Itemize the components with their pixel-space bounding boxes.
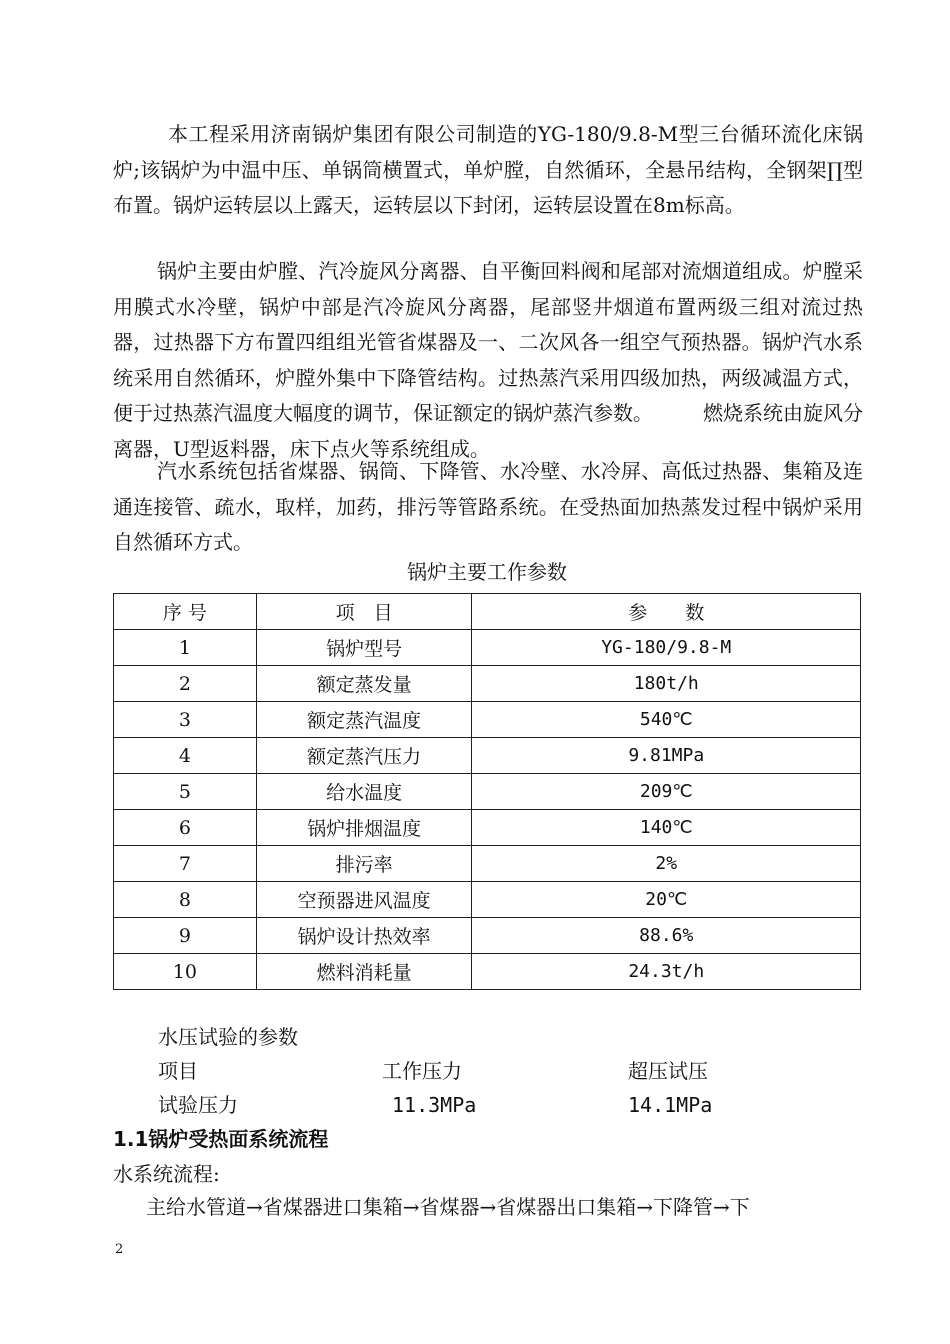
table-row: [114, 738, 861, 774]
table-row: [114, 774, 861, 810]
hydro-overpressure-value: 14.1MPa: [628, 1093, 713, 1117]
table-row: [114, 846, 861, 882]
cell-index: 9: [114, 918, 257, 954]
cell-index: 5: [114, 774, 257, 810]
hydro-test-title: 水压试验的参数: [158, 1025, 298, 1049]
cell-index: 1: [114, 630, 257, 666]
header-item: 项 目: [256, 594, 472, 630]
cell-value: 540℃: [472, 702, 861, 738]
hydro-working-pressure-value: 11.3MPa: [392, 1093, 477, 1117]
cell-index: 4: [114, 738, 257, 774]
cell-item: 空预器进风温度: [256, 882, 472, 918]
cell-item: 锅炉设计热效率: [256, 918, 472, 954]
cell-index: 8: [114, 882, 257, 918]
table-row: [114, 702, 861, 738]
cell-value: 2%: [472, 846, 861, 882]
cell-index: 6: [114, 810, 257, 846]
cell-item: 额定蒸发量: [256, 666, 472, 702]
cell-item: 排污率: [256, 846, 472, 882]
cell-index: 3: [114, 702, 257, 738]
hydro-header-item: 项目: [158, 1059, 198, 1083]
table-row: [114, 882, 861, 918]
water-flow-text: 主给水管道→省煤器进口集箱→省煤器→省煤器出口集箱→下降管→下: [146, 1195, 750, 1219]
boiler-parameters-table: [113, 593, 861, 990]
table-caption: 锅炉主要工作参数: [407, 560, 567, 584]
header-value: 参 数: [472, 594, 861, 630]
table-row: [114, 666, 861, 702]
table-row: [114, 918, 861, 954]
cell-value: 209℃: [472, 774, 861, 810]
paragraph-boiler-overview: 本工程采用济南锅炉集团有限公司制造的YG-180/9.8-M型三台循环流化床锅炉;该锅炉为中温中压、单锅筒横置式，单炉膛，自然循环，全悬吊结构，全钢架∏型布置。锅炉运转层以上露天，运转层以下封闭，运转层设置在8m标高。: [113, 122, 863, 217]
water-system-subheading: 水系统流程:: [113, 1162, 220, 1186]
cell-item: 额定蒸汽温度: [256, 702, 472, 738]
page-number: 2: [115, 1242, 124, 1257]
cell-value: YG-180/9.8-M: [472, 630, 861, 666]
cell-value: 20℃: [472, 882, 861, 918]
cell-index: 7: [114, 846, 257, 882]
cell-item: 燃料消耗量: [256, 954, 472, 990]
cell-value: 140℃: [472, 810, 861, 846]
cell-index: 2: [114, 666, 257, 702]
cell-value: 180t/h: [472, 666, 861, 702]
paragraph-steam-water-system: 汽水系统包括省煤器、锅筒、下降管、水冷壁、水冷屏、高低过热器、集箱及连通连接管、疏水，取样，加药，排污等管路系统。在受热面加热蒸发过程中锅炉采用自然循环方式。: [113, 459, 863, 554]
hydro-row-label: 试验压力: [158, 1093, 238, 1117]
cell-value: 88.6%: [472, 918, 861, 954]
table-row: [114, 630, 861, 666]
cell-item: 锅炉型号: [256, 630, 472, 666]
cell-item: 额定蒸汽压力: [256, 738, 472, 774]
paragraph-boiler-components: 锅炉主要由炉膛、汽冷旋风分离器、自平衡回料阀和尾部对流烟道组成。炉膛采用膜式水冷壁，锅炉中部是汽冷旋风分离器，尾部竖井烟道布置两级三组对流过热器，过热器下方布置四组组光管省煤器及一、二次风各一组空气预热器。锅炉汽水系统采用自然循环，炉膛外集中下降管结构。过热蒸汽采用四级加热，两级减温方式，便于过热蒸汽温度大幅度的调节，保证额定的锅炉蒸汽参数。 燃烧系统由旋风分离器，U型返料器，床下点火等系统组成。: [113, 259, 863, 461]
table-row: [114, 954, 861, 990]
section-heading: 1.1锅炉受热面系统流程: [113, 1127, 329, 1151]
cell-item: 给水温度: [256, 774, 472, 810]
table-header-row: [114, 594, 861, 630]
cell-index: 10: [114, 954, 257, 990]
hydro-header-working-pressure: 工作压力: [382, 1059, 462, 1083]
cell-value: 24.3t/h: [472, 954, 861, 990]
header-index: 序 号: [114, 594, 257, 630]
hydro-header-overpressure: 超压试压: [628, 1059, 708, 1083]
cell-item: 锅炉排烟温度: [256, 810, 472, 846]
cell-value: 9.81MPa: [472, 738, 861, 774]
table-row: [114, 810, 861, 846]
